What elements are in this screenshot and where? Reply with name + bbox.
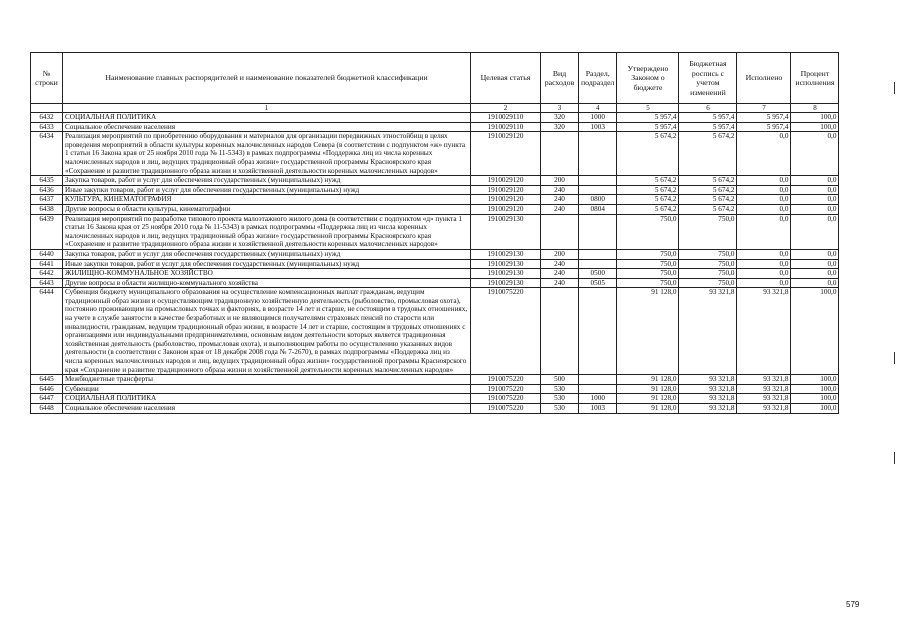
row-budget: 750,0 [679, 214, 737, 249]
row-executed: 0,0 [737, 278, 791, 288]
row-number: 6434 [31, 132, 63, 176]
row-number: 6437 [31, 195, 63, 205]
budget-table [30, 52, 839, 414]
header-executed: Исполнено [737, 53, 791, 104]
row-budget: 5 674,2 [679, 176, 737, 186]
row-name: Закупка товаров, работ и услуг для обеспечения государственных (муниципальных) нужд [63, 249, 471, 259]
row-executed: 0,0 [737, 249, 791, 259]
row-target: 1910075220 [471, 288, 541, 375]
row-percent: 100,0 [791, 113, 839, 123]
row-number: 6448 [31, 404, 63, 414]
row-budget: 5 674,2 [679, 132, 737, 176]
row-executed: 93 321,8 [737, 375, 791, 385]
row-approved: 5 674,2 [617, 195, 679, 205]
row-executed: 93 321,8 [737, 288, 791, 375]
margin-mark [894, 452, 895, 464]
row-approved: 5 674,2 [617, 132, 679, 176]
row-expense-type: 240 [541, 185, 579, 195]
row-section [579, 214, 617, 249]
header-percent: Процент исполнения [791, 53, 839, 104]
row-executed: 0,0 [737, 176, 791, 186]
row-target: 1910029110 [471, 122, 541, 132]
table-row [31, 185, 839, 195]
row-number: 6442 [31, 269, 63, 279]
row-approved: 5 957,4 [617, 122, 679, 132]
row-name: Социальное обеспечение населения [63, 404, 471, 414]
row-budget: 5 957,4 [679, 122, 737, 132]
page-number: 579 [846, 600, 860, 609]
row-section [579, 375, 617, 385]
table-row [31, 404, 839, 414]
row-section [579, 384, 617, 394]
row-name: КУЛЬТУРА, КИНЕМАТОГРАФИЯ [63, 195, 471, 205]
column-number: 4 [579, 104, 617, 113]
row-budget: 5 674,2 [679, 185, 737, 195]
row-number: 6443 [31, 278, 63, 288]
row-executed: 0,0 [737, 195, 791, 205]
row-expense-type [541, 132, 579, 176]
header-target: Целевая статья [471, 53, 541, 104]
row-approved: 91 128,0 [617, 288, 679, 375]
row-target: 1910029120 [471, 195, 541, 205]
row-percent: 100,0 [791, 404, 839, 414]
row-executed: 0,0 [737, 259, 791, 269]
row-name: Субвенция бюджету муниципального образования на осуществление компенсационных выплат гражданам, ведущим традиционный образ жизни и осуществляющим традиционную хозяйственную деятельность (рыболовство, промысловая охота), постоянно проживающим на промысловых точках и факториях, в возрасте 14 лет и старше, не состоящим в трудовых отношениях, на учете в службе занятости в качестве безработных и не являющимся получателями страховых пенсий по старости или инвалидности, гражданам, ведущим традиционный образ жизни, в возрасте 14 лет и старше, состоящим в трудовых отношениях с организациями или индивидуальными предпринимателями, основным видом деятельности которых является традиционная хозяйственная деятельность (рыболовство, промысловая охота), и выполняющим работы по осуществлению указанных видов деятельности (в соответствии с Законом края от 18 декабря 2008 года № 7-2670), в рамках подпрограммы «Поддержка лиц из числа коренных малочисленных народов и лиц, ведущих традиционный образ жизни» государственной программы Красноярского края «Сохранение и развитие традиционного образа жизни и хозяйственной деятельности коренных малочисленных народов» [63, 288, 471, 375]
row-number: 6446 [31, 384, 63, 394]
row-expense-type [541, 288, 579, 375]
row-expense-type: 200 [541, 249, 579, 259]
table-row [31, 259, 839, 269]
row-budget: 93 321,8 [679, 375, 737, 385]
row-expense-type: 240 [541, 269, 579, 279]
row-number: 6433 [31, 122, 63, 132]
row-approved: 5 674,2 [617, 204, 679, 214]
row-name: Реализация мероприятий по приобретению оборудования и материалов для организации передвижных этностойбищ в целях проведения мероприятий в области культуры коренных малочисленных народов Севера (в соответствии с подпунктом «ж» пункта 1 статьи 16 Закона края от 25 ноября 2010 года № 11-5343) в рамках подпрограммы «Поддержка лиц из числа коренных малочисленных народов и лиц, ведущих традиционный образ жизни» государственной программы Красноярского края «Сохранение и развитие традиционного образа жизни и хозяйственной деятельности коренных малочисленных народов» [63, 132, 471, 176]
row-target: 1910029120 [471, 176, 541, 186]
row-number: 6444 [31, 288, 63, 375]
row-section: 0505 [579, 278, 617, 288]
table-row [31, 278, 839, 288]
table-row [31, 122, 839, 132]
row-section [579, 288, 617, 375]
row-target: 1910075220 [471, 384, 541, 394]
row-executed: 0,0 [737, 132, 791, 176]
row-section: 0800 [579, 195, 617, 205]
row-number: 6441 [31, 259, 63, 269]
row-percent: 0,0 [791, 132, 839, 176]
row-section: 1000 [579, 394, 617, 404]
row-approved: 750,0 [617, 259, 679, 269]
row-name: Межбюджетные трансферты [63, 375, 471, 385]
row-number: 6445 [31, 375, 63, 385]
row-budget: 750,0 [679, 259, 737, 269]
row-expense-type: 320 [541, 122, 579, 132]
row-name: Иные закупки товаров, работ и услуг для обеспечения государственных (муниципальных) нужд [63, 259, 471, 269]
row-budget: 93 321,8 [679, 404, 737, 414]
row-expense-type: 530 [541, 384, 579, 394]
header-section: Раздел, подраздел [579, 53, 617, 104]
column-number: 6 [679, 104, 737, 113]
row-expense-type: 240 [541, 195, 579, 205]
column-number: 7 [737, 104, 791, 113]
column-number [31, 104, 63, 113]
row-percent: 100,0 [791, 375, 839, 385]
row-number: 6432 [31, 113, 63, 123]
header-row-number: № строки [31, 53, 63, 104]
row-expense-type: 530 [541, 394, 579, 404]
header-expense-type: Вид расходов [541, 53, 579, 104]
row-target: 1910029130 [471, 214, 541, 249]
row-section [579, 176, 617, 186]
row-section: 1003 [579, 122, 617, 132]
row-budget: 750,0 [679, 249, 737, 259]
row-approved: 5 957,4 [617, 113, 679, 123]
row-budget: 93 321,8 [679, 288, 737, 375]
budget-report-page [30, 52, 839, 414]
row-percent: 100,0 [791, 384, 839, 394]
row-expense-type: 500 [541, 375, 579, 385]
table-row [31, 214, 839, 249]
row-name: Социальное обеспечение населения [63, 122, 471, 132]
row-target: 1910029120 [471, 204, 541, 214]
row-target: 1910075220 [471, 404, 541, 414]
row-budget: 750,0 [679, 269, 737, 279]
row-number: 6436 [31, 185, 63, 195]
row-expense-type: 530 [541, 404, 579, 414]
row-section [579, 185, 617, 195]
row-target: 1910029130 [471, 249, 541, 259]
row-budget: 93 321,8 [679, 394, 737, 404]
column-number: 2 [471, 104, 541, 113]
row-budget: 750,0 [679, 278, 737, 288]
column-number: 3 [541, 104, 579, 113]
table-row [31, 384, 839, 394]
row-section: 1000 [579, 113, 617, 123]
row-section: 0804 [579, 204, 617, 214]
row-executed: 0,0 [737, 185, 791, 195]
row-name: Другие вопросы в области культуры, кинематографии [63, 204, 471, 214]
column-number: 1 [63, 104, 471, 113]
row-name: СОЦИАЛЬНАЯ ПОЛИТИКА [63, 113, 471, 123]
row-percent: 0,0 [791, 176, 839, 186]
row-name: Реализация мероприятий по разработке типового проекта малоэтажного жилого дома (в соответствии с подпунктом «д» пункта 1 статьи 16 Закона края от 25 ноября 2010 года № 11-5343) в рамках подпрограммы «Поддержка лиц из числа коренных малочисленных народов и лиц, ведущих традиционный образ жизни» государственной программы Красноярского края «Сохранение и развитие традиционного образа жизни и хозяйственной деятельности коренных малочисленных народов» [63, 214, 471, 249]
row-section [579, 132, 617, 176]
header-name: Наименование главных распорядителей и наименование показателей бюджетной классификации [63, 53, 471, 104]
table-body [31, 113, 839, 414]
row-target: 1910029110 [471, 113, 541, 123]
row-percent: 0,0 [791, 185, 839, 195]
row-target: 1910075220 [471, 375, 541, 385]
row-name: Закупка товаров, работ и услуг для обеспечения государственных (муниципальных) нужд [63, 176, 471, 186]
row-name: Другие вопросы в области жилищно-коммунального хозяйства [63, 278, 471, 288]
row-executed: 93 321,8 [737, 404, 791, 414]
table-row [31, 113, 839, 123]
row-target: 1910029130 [471, 278, 541, 288]
row-expense-type: 320 [541, 113, 579, 123]
header-budget-schedule: Бюджетная роспись с учетом изменений [679, 53, 737, 104]
row-budget: 93 321,8 [679, 384, 737, 394]
row-percent: 0,0 [791, 204, 839, 214]
row-approved: 750,0 [617, 269, 679, 279]
row-name: СОЦИАЛЬНАЯ ПОЛИТИКА [63, 394, 471, 404]
margin-mark [894, 82, 895, 94]
row-executed: 5 957,4 [737, 122, 791, 132]
row-approved: 91 128,0 [617, 384, 679, 394]
row-executed: 0,0 [737, 269, 791, 279]
row-expense-type [541, 214, 579, 249]
row-percent: 0,0 [791, 259, 839, 269]
table-row [31, 132, 839, 176]
column-number: 5 [617, 104, 679, 113]
row-target: 1910029130 [471, 259, 541, 269]
row-approved: 91 128,0 [617, 394, 679, 404]
row-target: 1910029130 [471, 269, 541, 279]
row-expense-type: 240 [541, 259, 579, 269]
row-approved: 91 128,0 [617, 404, 679, 414]
row-name: ЖИЛИЩНО-КОММУНАЛЬНОЕ ХОЗЯЙСТВО [63, 269, 471, 279]
row-target: 1910029120 [471, 132, 541, 176]
row-number: 6439 [31, 214, 63, 249]
row-percent: 100,0 [791, 394, 839, 404]
table-row [31, 176, 839, 186]
row-expense-type: 240 [541, 204, 579, 214]
margin-mark [894, 352, 895, 364]
row-executed: 0,0 [737, 214, 791, 249]
row-budget: 5 674,2 [679, 195, 737, 205]
row-percent: 0,0 [791, 269, 839, 279]
row-target: 1910075220 [471, 394, 541, 404]
row-expense-type: 200 [541, 176, 579, 186]
row-approved: 750,0 [617, 278, 679, 288]
row-approved: 750,0 [617, 249, 679, 259]
table-row [31, 269, 839, 279]
row-section [579, 249, 617, 259]
row-budget: 5 674,2 [679, 204, 737, 214]
table-row [31, 394, 839, 404]
row-percent: 100,0 [791, 122, 839, 132]
header-approved: Утверждено Законом о бюджете [617, 53, 679, 104]
column-number: 8 [791, 104, 839, 113]
table-row [31, 204, 839, 214]
row-executed: 0,0 [737, 204, 791, 214]
row-target: 1910029120 [471, 185, 541, 195]
table-row [31, 249, 839, 259]
row-number: 6438 [31, 204, 63, 214]
row-approved: 750,0 [617, 214, 679, 249]
row-expense-type: 240 [541, 278, 579, 288]
row-approved: 5 674,2 [617, 185, 679, 195]
row-name: Субвенции [63, 384, 471, 394]
row-section [579, 259, 617, 269]
table-row [31, 195, 839, 205]
row-name: Иные закупки товаров, работ и услуг для обеспечения государственных (муниципальных) нужд [63, 185, 471, 195]
row-executed: 93 321,8 [737, 394, 791, 404]
row-executed: 5 957,4 [737, 113, 791, 123]
row-budget: 5 957,4 [679, 113, 737, 123]
row-percent: 0,0 [791, 214, 839, 249]
row-percent: 0,0 [791, 278, 839, 288]
table-row [31, 375, 839, 385]
table-row [31, 288, 839, 375]
row-percent: 0,0 [791, 249, 839, 259]
row-number: 6447 [31, 394, 63, 404]
row-percent: 100,0 [791, 288, 839, 375]
row-section: 0500 [579, 269, 617, 279]
row-executed: 93 321,8 [737, 384, 791, 394]
row-number: 6435 [31, 176, 63, 186]
row-approved: 5 674,2 [617, 176, 679, 186]
row-percent: 0,0 [791, 195, 839, 205]
row-section: 1003 [579, 404, 617, 414]
row-approved: 91 128,0 [617, 375, 679, 385]
row-number: 6440 [31, 249, 63, 259]
